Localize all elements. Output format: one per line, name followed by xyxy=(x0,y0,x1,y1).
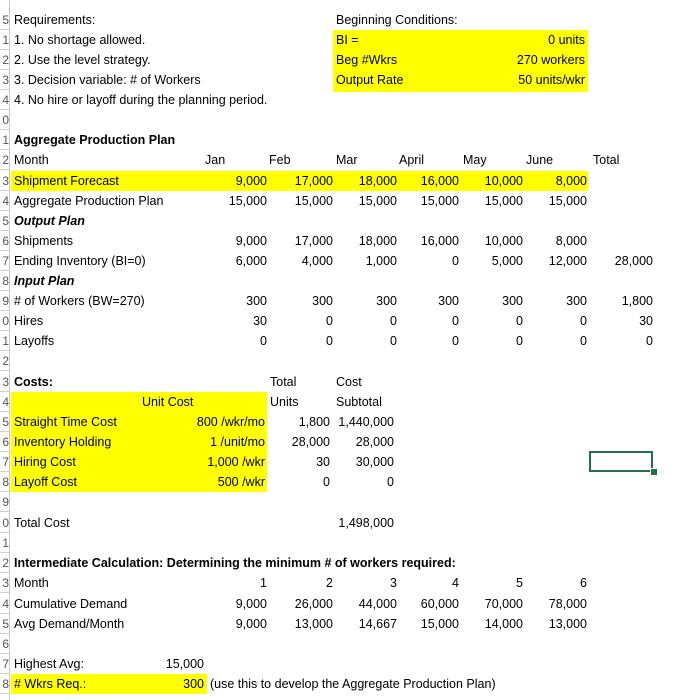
layoffs-cell: 0 xyxy=(260,334,267,348)
plan-month-header: April xyxy=(399,153,425,167)
row-gridline xyxy=(0,169,9,170)
workers-cell: 300 xyxy=(312,294,333,308)
intermediate-month-cell: 5 xyxy=(516,576,523,590)
avg-demand-cell: 13,000 xyxy=(548,617,587,631)
avg-demand-cell: 13,000 xyxy=(294,617,333,631)
cumulative-demand-cell: 70,000 xyxy=(484,597,523,611)
wkrs-req-value: 300 xyxy=(183,677,204,691)
unit-cost: 800 /wkr/mo xyxy=(196,415,265,429)
row-number[interactable]: 2 xyxy=(2,53,9,67)
row-number[interactable]: 9 xyxy=(2,294,9,308)
workers-cell: 300 xyxy=(502,294,523,308)
layoffs-cell: 0 xyxy=(580,334,587,348)
shipment-forecast-label: Shipment Forecast xyxy=(14,174,119,188)
row-number[interactable]: 8 xyxy=(2,677,9,691)
cumulative-demand-cell: 9,000 xyxy=(235,597,267,611)
shipments-cell: 10,000 xyxy=(484,234,523,248)
cost-label: Layoff Cost xyxy=(14,475,78,489)
row-number[interactable]: 2 xyxy=(2,354,9,368)
cost-units: 1,800 xyxy=(298,415,330,429)
intermediate-month-cell: 3 xyxy=(390,576,397,590)
row-number[interactable]: 0 xyxy=(2,516,9,530)
cost-label: Inventory Holding xyxy=(14,435,112,449)
beg-wkrs-value: 270 workers xyxy=(516,53,585,67)
hires-cell: 0 xyxy=(326,314,333,328)
cumulative-demand-cell: 26,000 xyxy=(294,597,333,611)
aggregate-plan-cell: 15,000 xyxy=(548,194,587,208)
requirement-4: 4. No hire or layoff during the planning period. xyxy=(14,93,268,107)
row-number[interactable]: 3 xyxy=(2,375,9,389)
shipments-cell: 9,000 xyxy=(235,234,267,248)
row-number[interactable]: 3 xyxy=(2,576,9,590)
plan-month-header: June xyxy=(526,153,554,167)
workers-label: # of Workers (BW=270) xyxy=(14,294,145,308)
plan-title: Aggregate Production Plan xyxy=(14,133,176,147)
layoffs-cell: 0 xyxy=(646,334,653,348)
plan-month-header: May xyxy=(463,153,487,167)
row-number[interactable]: 8 xyxy=(2,274,9,288)
row-number[interactable]: 8 xyxy=(2,475,9,489)
row-number[interactable]: 7 xyxy=(2,455,9,469)
subtotal-header: Subtotal xyxy=(336,395,382,409)
highest-avg-label: Highest Avg: xyxy=(14,657,84,671)
ending-inventory-cell: 28,000 xyxy=(614,254,653,268)
hires-cell: 0 xyxy=(452,314,459,328)
cost-units: 28,000 xyxy=(291,435,330,449)
layoffs-cell: 0 xyxy=(326,334,333,348)
row-number[interactable]: 7 xyxy=(2,254,9,268)
row-number[interactable]: 4 xyxy=(2,93,9,107)
cost-units: 30 xyxy=(316,455,330,469)
avg-demand-label: Avg Demand/Month xyxy=(14,617,125,631)
row-number[interactable]: 6 xyxy=(2,234,9,248)
intermediate-month-cell: 1 xyxy=(260,576,267,590)
layoffs-cell: 0 xyxy=(452,334,459,348)
hires-cell: 0 xyxy=(580,314,587,328)
ending-inventory-cell: 4,000 xyxy=(301,254,333,268)
plan-month-header: Mar xyxy=(336,153,358,167)
cost-subtotal: 1,440,000 xyxy=(338,415,394,429)
row-number[interactable]: 6 xyxy=(2,637,9,651)
hires-cell: 30 xyxy=(639,314,653,328)
hires-label: Hires xyxy=(14,314,44,328)
row-number[interactable]: 2 xyxy=(2,153,9,167)
row-number[interactable]: 9 xyxy=(2,495,9,509)
row-number[interactable]: 0 xyxy=(2,113,9,127)
requirement-2: 2. Use the level strategy. xyxy=(14,53,151,67)
row-number[interactable]: 1 xyxy=(2,33,9,47)
unit-cost: 1 /unit/mo xyxy=(210,435,265,449)
bi-label: BI = xyxy=(336,33,359,47)
layoffs-label: Layoffs xyxy=(14,334,55,348)
avg-demand-cell: 14,000 xyxy=(484,617,523,631)
row-number[interactable]: 1 xyxy=(2,133,9,147)
intermediate-month-cell: 2 xyxy=(326,576,333,590)
row-gridline xyxy=(0,592,9,593)
aggregate-plan-cell: 15,000 xyxy=(294,194,333,208)
shipment-forecast-cell: 10,000 xyxy=(484,174,523,188)
units-header: Units xyxy=(270,395,299,409)
row-gridline xyxy=(0,511,9,512)
aggregate-plan-label: Aggregate Production Plan xyxy=(14,194,164,208)
layoffs-cell: 0 xyxy=(516,334,523,348)
cost-label: Hiring Cost xyxy=(14,455,76,469)
cost-subtotal: 30,000 xyxy=(355,455,394,469)
row-number[interactable]: 3 xyxy=(2,73,9,87)
cost-units: 0 xyxy=(323,475,330,489)
aggregate-plan-cell: 15,000 xyxy=(228,194,267,208)
plan-month-header: Total xyxy=(593,153,620,167)
row-number[interactable]: 1 xyxy=(2,536,9,550)
wkrs-req-label: # Wkrs Req.: xyxy=(14,677,87,691)
beg-wkrs-label: Beg #Wkrs xyxy=(336,53,398,67)
row-number[interactable]: 5 xyxy=(2,13,9,27)
row-number[interactable]: 5 xyxy=(2,415,9,429)
shipment-forecast-cell: 16,000 xyxy=(420,174,459,188)
row-number[interactable]: 3 xyxy=(2,174,9,188)
ending-inventory-label: Ending Inventory (BI=0) xyxy=(14,254,146,268)
hires-cell: 0 xyxy=(390,314,397,328)
workers-cell: 1,800 xyxy=(621,294,653,308)
hires-cell: 0 xyxy=(516,314,523,328)
cumulative-demand-cell: 60,000 xyxy=(420,597,459,611)
ending-inventory-cell: 5,000 xyxy=(491,254,523,268)
shipment-forecast-cell: 9,000 xyxy=(235,174,267,188)
highest-avg-value: 15,000 xyxy=(165,657,204,671)
unit-cost-header: Unit Cost xyxy=(142,395,194,409)
aggregate-plan-cell: 15,000 xyxy=(484,194,523,208)
workers-cell: 300 xyxy=(438,294,459,308)
workers-cell: 300 xyxy=(566,294,587,308)
shipment-forecast-cell: 17,000 xyxy=(294,174,333,188)
row-number[interactable]: 5 xyxy=(2,214,9,228)
row-number[interactable]: 4 xyxy=(2,395,9,409)
cumulative-demand-cell: 44,000 xyxy=(358,597,397,611)
total-cost-value: 1,498,000 xyxy=(338,516,394,530)
workers-cell: 300 xyxy=(246,294,267,308)
ending-inventory-cell: 1,000 xyxy=(365,254,397,268)
cumulative-demand-label: Cumulative Demand xyxy=(14,597,128,611)
cost-label: Straight Time Cost xyxy=(14,415,117,429)
ending-inventory-cell: 12,000 xyxy=(548,254,587,268)
row-number[interactable]: 1 xyxy=(2,334,9,348)
plan-month-header: Jan xyxy=(205,153,226,167)
beginning-conditions-title: Beginning Conditions: xyxy=(336,13,458,27)
shipments-cell: 17,000 xyxy=(294,234,333,248)
requirement-1: 1. No shortage allowed. xyxy=(14,33,146,47)
row-number[interactable]: 2 xyxy=(2,556,9,570)
avg-demand-cell: 15,000 xyxy=(420,617,459,631)
total-cost-label: Total Cost xyxy=(14,516,70,530)
cumulative-demand-cell: 78,000 xyxy=(548,597,587,611)
shipment-forecast-cell: 18,000 xyxy=(358,174,397,188)
requirements-title: Requirements: xyxy=(14,13,96,27)
ending-inventory-cell: 6,000 xyxy=(235,254,267,268)
wkrs-req-note: (use this to develop the Aggregate Production Plan) xyxy=(210,677,496,691)
shipments-cell: 16,000 xyxy=(420,234,459,248)
ending-inventory-cell: 0 xyxy=(452,254,459,268)
avg-demand-cell: 14,667 xyxy=(358,617,397,631)
layoffs-cell: 0 xyxy=(390,334,397,348)
avg-demand-cell: 9,000 xyxy=(235,617,267,631)
intermediate-month-cell: 6 xyxy=(580,576,587,590)
shipments-label: Shipments xyxy=(14,234,74,248)
row-gridline xyxy=(0,370,9,371)
fill-handle[interactable] xyxy=(650,468,658,476)
cost-header: Cost xyxy=(336,375,362,389)
shipment-forecast-cell: 8,000 xyxy=(555,174,587,188)
hires-cell: 30 xyxy=(253,314,267,328)
row-number[interactable]: 4 xyxy=(2,597,9,611)
intermediate-title: Intermediate Calculation: Determining the minimum # of workers required: xyxy=(14,556,456,570)
costs-title: Costs: xyxy=(14,375,53,389)
total-header: Total xyxy=(270,375,297,389)
aggregate-plan-cell: 15,000 xyxy=(358,194,397,208)
row-gridline xyxy=(0,693,9,694)
plan-month-label: Month xyxy=(14,153,49,167)
plan-month-header: Feb xyxy=(269,153,291,167)
bi-value: 0 units xyxy=(548,33,585,47)
intermediate-month-cell: 4 xyxy=(452,576,459,590)
row-header-border xyxy=(9,0,10,700)
output-plan-label: Output Plan xyxy=(14,214,85,228)
input-plan-label: Input Plan xyxy=(14,274,75,288)
cost-subtotal: 28,000 xyxy=(355,435,394,449)
output-rate-value: 50 units/wkr xyxy=(518,73,585,87)
intermediate-month-label: Month xyxy=(14,576,49,590)
unit-cost: 1,000 /wkr xyxy=(207,455,265,469)
shipments-cell: 8,000 xyxy=(555,234,587,248)
aggregate-plan-cell: 15,000 xyxy=(420,194,459,208)
unit-cost: 500 /wkr xyxy=(217,475,265,489)
row-number[interactable]: 0 xyxy=(2,314,9,328)
cost-subtotal: 0 xyxy=(387,475,394,489)
row-number[interactable]: 5 xyxy=(2,617,9,631)
shipments-cell: 18,000 xyxy=(358,234,397,248)
row-number[interactable]: 7 xyxy=(2,657,9,671)
workers-cell: 300 xyxy=(376,294,397,308)
requirement-3: 3. Decision variable: # of Workers xyxy=(14,73,201,87)
row-number[interactable]: 6 xyxy=(2,435,9,449)
active-cell-selection[interactable] xyxy=(589,451,653,472)
output-rate-label: Output Rate xyxy=(336,73,404,87)
row-number[interactable]: 4 xyxy=(2,194,9,208)
